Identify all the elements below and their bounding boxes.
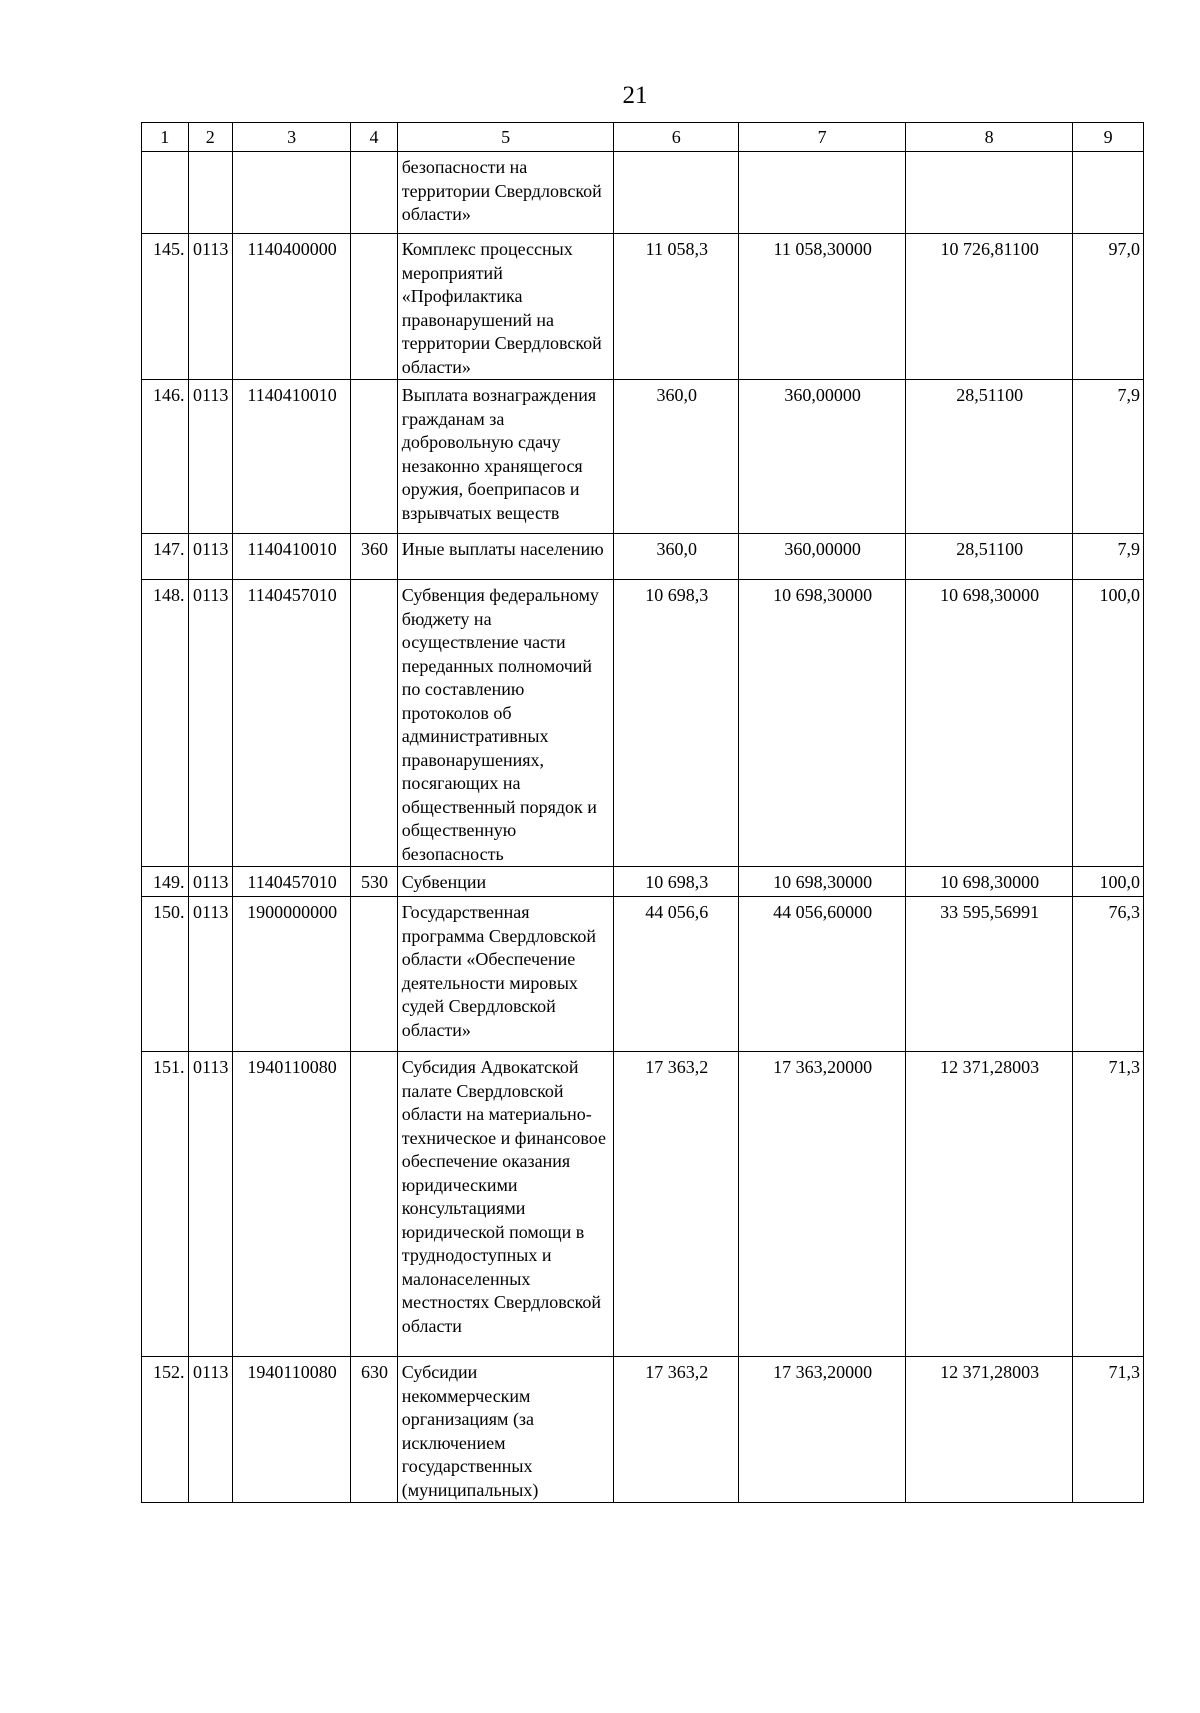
col-header: 1 <box>142 123 189 152</box>
executed-value: 12 371,28003 <box>906 1357 1073 1503</box>
section-code: 0113 <box>188 234 232 380</box>
col-header: 6 <box>614 123 739 152</box>
row-number: 152. <box>142 1357 189 1503</box>
col-header: 2 <box>188 123 232 152</box>
expense-kind <box>351 580 398 867</box>
refined-value: 11 058,30000 <box>739 234 906 380</box>
executed-value: 28,51100 <box>906 380 1073 534</box>
target-code <box>232 152 350 234</box>
executed-value: 33 595,56991 <box>906 897 1073 1052</box>
col-header: 9 <box>1073 123 1144 152</box>
row-name: Субвенция федеральному бюджету на осуществление части переданных полномочий по составлению протоколов об административных правонарушениях, посягающих на общественный порядок и общественную безопасность <box>397 580 614 867</box>
executed-value: 12 371,28003 <box>906 1052 1073 1357</box>
expense-kind <box>351 897 398 1052</box>
col-header: 3 <box>232 123 350 152</box>
plan-value: 10 698,3 <box>614 867 739 897</box>
header-row <box>142 123 1144 152</box>
executed-value: 28,51100 <box>906 534 1073 580</box>
row-number: 151. <box>142 1052 189 1357</box>
section-code: 0113 <box>188 580 232 867</box>
section-code: 0113 <box>188 1052 232 1357</box>
row-name: Субвенции <box>397 867 614 897</box>
refined-value: 17 363,20000 <box>739 1357 906 1503</box>
table-row <box>142 534 1144 580</box>
table-row <box>142 580 1144 867</box>
executed-value: 10 698,30000 <box>906 580 1073 867</box>
refined-value <box>739 152 906 234</box>
percent-value: 7,9 <box>1073 534 1144 580</box>
row-name: безопасности на территории Свердловской области» <box>397 152 614 234</box>
row-number: 148. <box>142 580 189 867</box>
row-number: 147. <box>142 534 189 580</box>
row-number: 149. <box>142 867 189 897</box>
target-code: 1140457010 <box>232 580 350 867</box>
percent-value: 71,3 <box>1073 1357 1144 1503</box>
page-number: 21 <box>622 82 648 109</box>
refined-value: 44 056,60000 <box>739 897 906 1052</box>
percent-value <box>1073 152 1144 234</box>
percent-value: 97,0 <box>1073 234 1144 380</box>
table-row <box>142 1357 1144 1503</box>
row-name: Выплата вознаграждения гражданам за добровольную сдачу незаконно хранящегося оружия, боеприпасов и взрывчатых веществ <box>397 380 614 534</box>
percent-value: 7,9 <box>1073 380 1144 534</box>
executed-value: 10 698,30000 <box>906 867 1073 897</box>
expense-kind <box>351 152 398 234</box>
col-header: 4 <box>351 123 398 152</box>
section-code: 0113 <box>188 867 232 897</box>
refined-value: 360,00000 <box>739 534 906 580</box>
section-code: 0113 <box>188 534 232 580</box>
plan-value: 10 698,3 <box>614 580 739 867</box>
expense-kind: 530 <box>351 867 398 897</box>
plan-value: 17 363,2 <box>614 1357 739 1503</box>
plan-value: 17 363,2 <box>614 1052 739 1357</box>
target-code: 1140410010 <box>232 534 350 580</box>
target-code: 1940110080 <box>232 1052 350 1357</box>
target-code: 1140400000 <box>232 234 350 380</box>
plan-value: 360,0 <box>614 380 739 534</box>
target-code: 1900000000 <box>232 897 350 1052</box>
target-code: 1140457010 <box>232 867 350 897</box>
row-number: 150. <box>142 897 189 1052</box>
row-name: Субсидия Адвокатской палате Свердловской области на материально-техническое и финансовое обеспечение оказания юридическими консультациями юридической помощи в труднодоступных и малонаселенных местностях Свердловской области <box>397 1052 614 1357</box>
budget-table <box>141 122 1144 1503</box>
col-header: 5 <box>397 123 614 152</box>
section-code: 0113 <box>188 897 232 1052</box>
section-code <box>188 152 232 234</box>
table-row <box>142 152 1144 234</box>
table-row <box>142 380 1144 534</box>
plan-value: 11 058,3 <box>614 234 739 380</box>
expense-kind: 360 <box>351 534 398 580</box>
row-number <box>142 152 189 234</box>
expense-kind <box>351 380 398 534</box>
plan-value: 360,0 <box>614 534 739 580</box>
plan-value: 44 056,6 <box>614 897 739 1052</box>
row-name: Субсидии некоммерческим организациям (за исключением государственных (муниципальных) <box>397 1357 614 1503</box>
table-row <box>142 867 1144 897</box>
refined-value: 17 363,20000 <box>739 1052 906 1357</box>
row-number: 146. <box>142 380 189 534</box>
percent-value: 71,3 <box>1073 1052 1144 1357</box>
plan-value <box>614 152 739 234</box>
percent-value: 100,0 <box>1073 867 1144 897</box>
table-row <box>142 1052 1144 1357</box>
percent-value: 100,0 <box>1073 580 1144 867</box>
executed-value <box>906 152 1073 234</box>
percent-value: 76,3 <box>1073 897 1144 1052</box>
row-name: Иные выплаты населению <box>397 534 614 580</box>
expense-kind <box>351 1052 398 1357</box>
section-code: 0113 <box>188 1357 232 1503</box>
expense-kind <box>351 234 398 380</box>
refined-value: 10 698,30000 <box>739 580 906 867</box>
row-name: Государственная программа Свердловской области «Обеспечение деятельности мировых судей Свердловской области» <box>397 897 614 1052</box>
col-header: 7 <box>739 123 906 152</box>
target-code: 1940110080 <box>232 1357 350 1503</box>
col-header: 8 <box>906 123 1073 152</box>
refined-value: 360,00000 <box>739 380 906 534</box>
section-code: 0113 <box>188 380 232 534</box>
target-code: 1140410010 <box>232 380 350 534</box>
expense-kind: 630 <box>351 1357 398 1503</box>
refined-value: 10 698,30000 <box>739 867 906 897</box>
row-number: 145. <box>142 234 189 380</box>
table-row <box>142 897 1144 1052</box>
row-name: Комплекс процессных мероприятий «Профилактика правонарушений на территории Свердловской области» <box>397 234 614 380</box>
table-row <box>142 234 1144 380</box>
executed-value: 10 726,81100 <box>906 234 1073 380</box>
